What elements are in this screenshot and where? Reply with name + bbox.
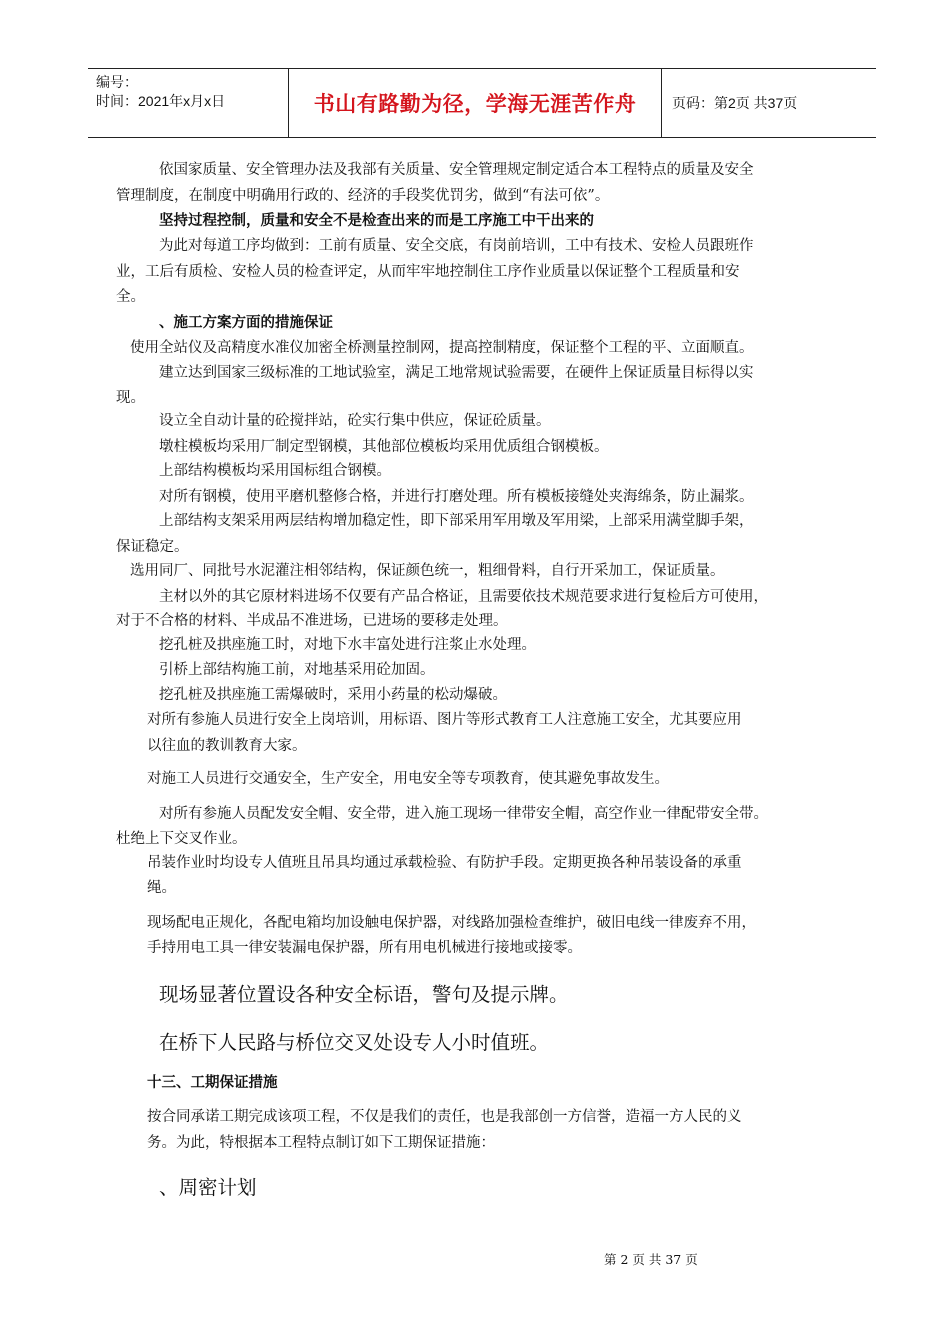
paragraph-line: 手持用电工具一律安装漏电保护器，所有用电机械进行接地或接零。 (147, 940, 582, 956)
paragraph-line: 对于不合格的材料、半成品不准进场，已进场的要移走处理。 (116, 613, 508, 629)
paragraph-line: 业，工后有质检、安检人员的检查评定，从而牢牢地控制住工序作业质量以保证整个工程质量和安 (116, 264, 740, 280)
paragraph-line: 按合同承诺工期完成该项工程，不仅是我们的责任，也是我部创一方信誉，造福一方人民的义 (147, 1109, 742, 1125)
paragraph-line: 对所有参施人员进行安全上岗培训，用标语、图片等形式教育工人注意施工安全，尤其要应用 (147, 712, 742, 728)
header-number-label: 编号： (96, 74, 138, 90)
header-meta (88, 69, 288, 137)
paragraph-line: 吊装作业时均设专人值班且吊具均通过承载检验、有防护手段。定期更换各种吊装设备的承重 (147, 855, 742, 871)
paragraph-line: 依国家质量、安全管理办法及我部有关质量、安全管理规定制定适合本工程特点的质量及安全 (159, 162, 754, 178)
section-heading: 十三、工期保证措施 (147, 1074, 278, 1091)
paragraph-line: 挖孔桩及拱座施工时，对地下水丰富处进行注浆止水处理。 (159, 637, 536, 653)
section-heading: 、施工方案方面的措施保证 (159, 314, 333, 331)
paragraph-line: 引桥上部结构施工前，对地基采用砼加固。 (159, 662, 435, 678)
paragraph-line: 现。 (116, 390, 145, 406)
paragraph-line: 管理制度，在制度中明确用行政的、经济的手段奖优罚劣，做到“有法可依”。 (116, 188, 610, 204)
paragraph-line: 建立达到国家三级标准的工地试验室，满足工地常规试验需要，在硬件上保证质量目标得以实 (159, 365, 754, 381)
paragraph-line: 对所有参施人员配发安全帽、安全带，进入施工现场一律带安全帽，高空作业一律配带安全带。 (159, 806, 768, 822)
subsection-heading: 、周密计划 (159, 1176, 257, 1199)
header-page-label: 页码：第2页 共37页 (672, 95, 798, 111)
paragraph-line: 使用全站仪及高精度水准仪加密全桥测量控制网，提高控制精度，保证整个工程的平、立面顺直。 (130, 340, 754, 356)
paragraph-line: 对施工人员进行交通安全，生产安全，用电安全等专项教育，使其避免事故发生。 (147, 771, 669, 787)
paragraph-line: 上部结构支架采用两层结构增加稳定性，即下部采用军用墩及军用梁，上部采用满堂脚手架， (159, 513, 754, 529)
paragraph-line: 务。为此，特根据本工程特点制订如下工期保证措施： (147, 1135, 495, 1151)
large-statement: 现场显著位置设各种安全标语，警句及提示牌。 (159, 983, 569, 1006)
paragraph-line: 杜绝上下交叉作业。 (116, 831, 247, 847)
paragraph-line: 墩柱模板均采用厂制定型钢模，其他部位模板均采用优质组合钢模板。 (159, 439, 609, 455)
paragraph-line: 全。 (116, 289, 145, 305)
page-footer: 第 2 页 共 37 页 (604, 1252, 698, 1267)
paragraph-line: 为此对每道工序均做到：工前有质量、安全交底，有岗前培训，工中有技术、安检人员跟班作 (159, 238, 754, 254)
paragraph-line: 选用同厂、同批号水泥灌注相邻结构，保证颜色统一，粗细骨料，自行开采加工，保证质量。 (130, 563, 725, 579)
page-header (88, 68, 876, 138)
large-statement: 在桥下人民路与桥位交叉处设专人小时值班。 (159, 1031, 550, 1054)
paragraph-line: 绳。 (147, 880, 176, 896)
paragraph-line: 现场配电正规化，各配电箱均加设触电保护器，对线路加强检查维护，破旧电线一律废弃不用， (147, 915, 756, 931)
paragraph-line: 上部结构模板均采用国标组合钢模。 (159, 463, 391, 479)
bold-statement: 坚持过程控制，质量和安全不是检查出来的而是工序施工中干出来的 (159, 212, 594, 229)
paragraph-line: 挖孔桩及拱座施工需爆破时，采用小药量的松动爆破。 (159, 687, 507, 703)
paragraph-line: 主材以外的其它原材料进场不仅要有产品合格证，且需要依技术规范要求进行复检后方可使用， (159, 589, 768, 605)
paragraph-line: 对所有钢模，使用平磨机整修合格，并进行打磨处理。所有模板接缝处夹海绵条，防止漏浆。 (159, 489, 754, 505)
header-motto: 书山有路勤为径，学海无涯苦作舟 (288, 69, 662, 137)
paragraph-line: 保证稳定。 (116, 539, 189, 555)
header-time-label: 时间：2021年x月x日 (96, 93, 226, 109)
paragraph-line: 以往血的教训教育大家。 (147, 738, 307, 754)
paragraph-line: 设立全自动计量的砼搅拌站，砼实行集中供应，保证砼质量。 (159, 413, 551, 429)
